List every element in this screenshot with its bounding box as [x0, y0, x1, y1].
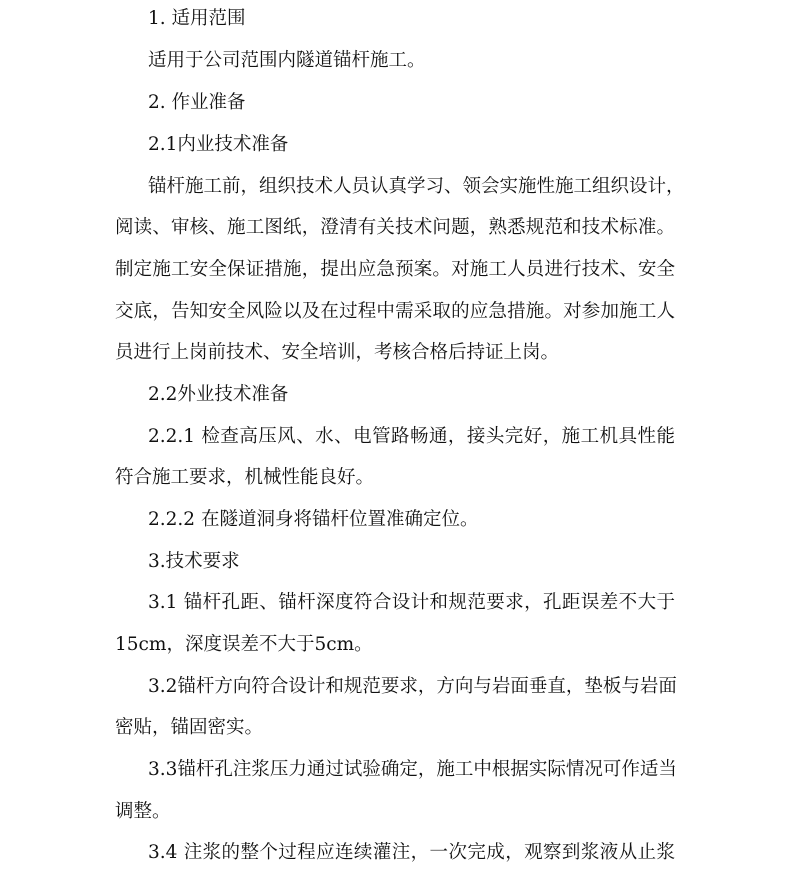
- paragraph-line: 调整。: [115, 801, 171, 822]
- paragraph-line: 密贴，锚固密实。: [115, 717, 264, 738]
- paragraph-line: 3.3锚杆孔注浆压力通过试验确定，施工中根据实际情况可作适当: [148, 759, 677, 780]
- paragraph-line: 3.4 注浆的整个过程应连续灌注，一次完成，观察到浆液从止浆: [148, 842, 675, 863]
- section-3-heading: 3.技术要求: [148, 551, 240, 572]
- paragraph-line: 符合施工要求，机械性能良好。: [115, 467, 375, 488]
- paragraph-line: 2.2.2 在隧道洞身将锚杆位置准确定位。: [148, 509, 479, 530]
- paragraph-line: 3.1 锚杆孔距、锚杆深度符合设计和规范要求，孔距误差不大于: [148, 592, 675, 613]
- paragraph-line: 阅读、审核、施工图纸，澄清有关技术问题，熟悉规范和技术标准。: [115, 217, 675, 238]
- paragraph-line: 交底，告知安全风险以及在过程中需采取的应急措施。对参加施工人: [115, 301, 675, 322]
- subsection-2-2-heading: 2.2外业技术准备: [148, 384, 289, 405]
- section-1-heading: 1. 适用范围: [148, 8, 246, 29]
- section-2-heading: 2. 作业准备: [148, 92, 246, 113]
- paragraph-line: 3.2锚杆方向符合设计和规范要求，方向与岩面垂直，垫板与岩面: [148, 676, 677, 697]
- paragraph-line: 15cm，深度误差不大于5cm。: [115, 634, 373, 655]
- subsection-2-1-heading: 2.1内业技术准备: [148, 134, 289, 155]
- paragraph-line: 2.2.1 检查高压风、水、电管路畅通，接头完好，施工机具性能: [148, 426, 675, 447]
- paragraph-line: 制定施工安全保证措施，提出应急预案。对施工人员进行技术、安全: [115, 259, 675, 280]
- paragraph-line: 员进行上岗前技术、安全培训，考核合格后持证上岗。: [115, 342, 560, 363]
- paragraph-line: 锚杆施工前，组织技术人员认真学习、领会实施性施工组织设计，: [148, 176, 685, 197]
- paragraph-line: 适用于公司范围内隧道锚杆施工。: [148, 50, 426, 71]
